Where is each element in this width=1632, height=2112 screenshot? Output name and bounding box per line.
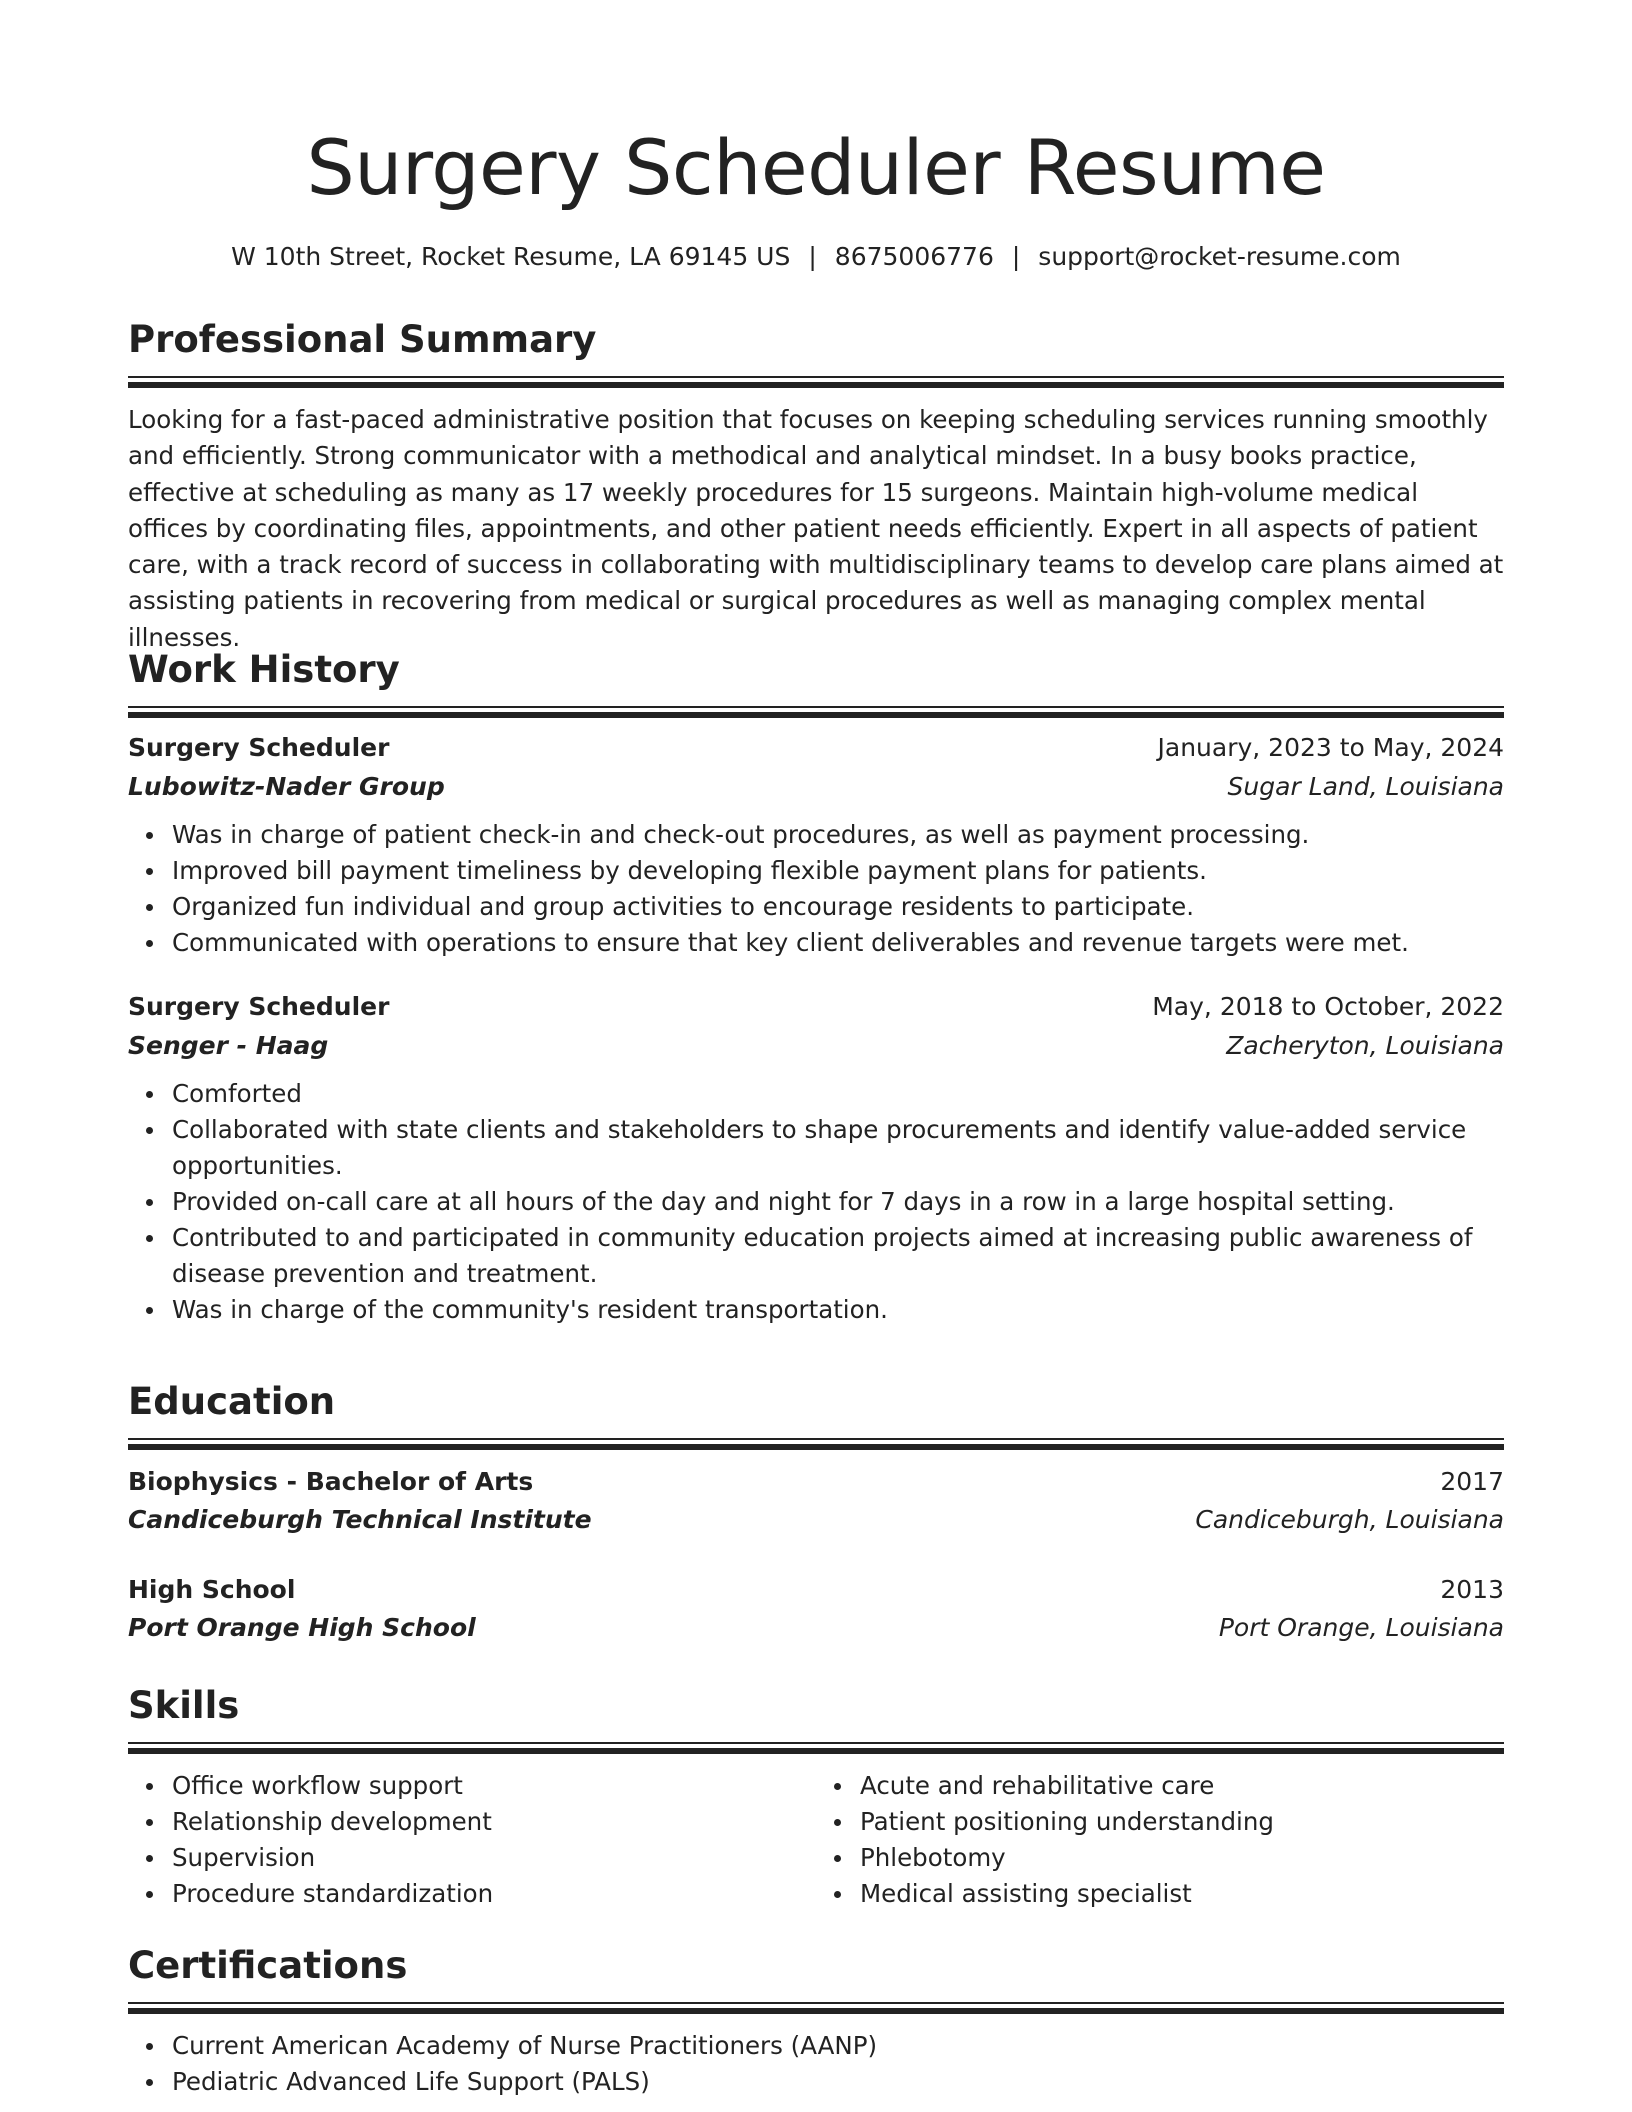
section-title: Professional Summary [128,318,597,361]
list-item: Was in charge of the community's resident transportation. [172,1292,1504,1328]
job-title: Surgery Scheduler [128,992,390,1021]
list-item: Pediatric Advanced Life Support (PALS) [172,2064,1504,2100]
list-item: Contributed to and participated in community education projects aimed at increasing public awareness of disease prevention and treatment. [172,1220,1504,1292]
section-title: Work History [128,648,400,691]
list-item: Comforted [172,1076,1504,1112]
section-divider [128,376,1504,388]
list-item: Patient positioning understanding [860,1804,1504,1840]
list-item: Supervision [172,1840,816,1876]
list-item: Organized fun individual and group activities to encourage residents to participate. [172,889,1504,925]
section-divider [128,1742,1504,1754]
contact-separator: | [1011,242,1021,271]
contact-email: support@rocket-resume.com [1038,242,1401,271]
list-item: Current American Academy of Nurse Practitioners (AANP) [172,2028,1504,2064]
list-item: Collaborated with state clients and stakeholders to shape procurements and identify value-added service opportunities. [172,1112,1504,1184]
skills-columns [128,1754,1504,1912]
section-divider [128,2002,1504,2014]
section-title: Certifications [128,1944,408,1987]
list-item: Relationship development [172,1804,816,1840]
job-bullets [128,817,1504,961]
job-entry [128,728,1504,961]
list-item: Improved bill payment timeliness by developing flexible payment plans for patients. [172,853,1504,889]
education-year: 2013 [1440,1575,1504,1604]
section-title: Education [128,1380,336,1423]
education-section [128,1378,1504,1648]
education-year: 2017 [1440,1467,1504,1496]
education-location: Candiceburgh, Louisiana [1195,1505,1504,1534]
list-item: Acute and rehabilitative care [860,1768,1504,1804]
job-dates: January, 2023 to May, 2024 [1157,733,1504,762]
summary-section [128,316,1504,656]
certifications-list [128,2028,1504,2100]
section-divider [128,1438,1504,1450]
list-item: Procedure standardization [172,1876,816,1912]
section-divider [128,706,1504,718]
list-item: Office workflow support [172,1768,816,1804]
job-entry [128,987,1504,1328]
job-dates: May, 2018 to October, 2022 [1152,992,1504,1021]
contact-line [0,240,1632,274]
job-bullets [128,1076,1504,1328]
job-title: Surgery Scheduler [128,733,390,762]
job-company: Lubowitz-Nader Group [128,772,445,801]
job-location: Sugar Land, Louisiana [1227,772,1504,801]
list-item: Communicated with operations to ensure that key client deliverables and revenue targets were met. [172,925,1504,961]
skills-list-right [816,1768,1504,1912]
list-item: Provided on-call care at all hours of the day and night for 7 days in a row in a large hospital setting. [172,1184,1504,1220]
education-location: Port Orange, Louisiana [1218,1613,1504,1642]
job-company: Senger - Haag [128,1031,329,1060]
education-degree: High School [128,1575,296,1604]
summary-text: Looking for a fast-paced administrative position that focuses on keeping scheduling services running smoothly and efficiently. Strong communicator with a methodical and analytical mindset. In a busy books practice, effective at scheduling as many as 17 weekly procedures for 15 surgeons. Maintain high-volume medical offices by coordinating files, appointments, and other patient needs efficiently. Expert in all aspects of patient care, with a track record of success in collaborating with multidisciplinary teams to develop care plans aimed at assisting patients in recovering from medical or surgical procedures as well as managing complex mental illnesses. [128,405,1504,652]
list-item: Phlebotomy [860,1840,1504,1876]
resume-title: Surgery Scheduler Resume [306,123,1326,212]
education-school: Candiceburgh Technical Institute [128,1505,592,1534]
contact-separator: | [808,242,817,271]
education-degree: Biophysics - Bachelor of Arts [128,1467,534,1496]
skills-list-left [128,1768,816,1912]
job-location: Zacheryton, Louisiana [1226,1031,1504,1060]
list-item: Was in charge of patient check-in and check-out procedures, as well as payment processing. [172,817,1504,853]
work-section [128,646,1504,1328]
education-entry [128,1570,1504,1648]
education-school: Port Orange High School [128,1613,476,1642]
education-entry [128,1462,1504,1540]
list-item: Medical assisting specialist [860,1876,1504,1912]
skills-section [128,1682,1504,1912]
contact-phone: 8675006776 [834,242,994,271]
section-title: Skills [128,1684,240,1727]
certifications-section [128,1942,1504,2100]
contact-address: W 10th Street, Rocket Resume, LA 69145 US [231,242,791,271]
